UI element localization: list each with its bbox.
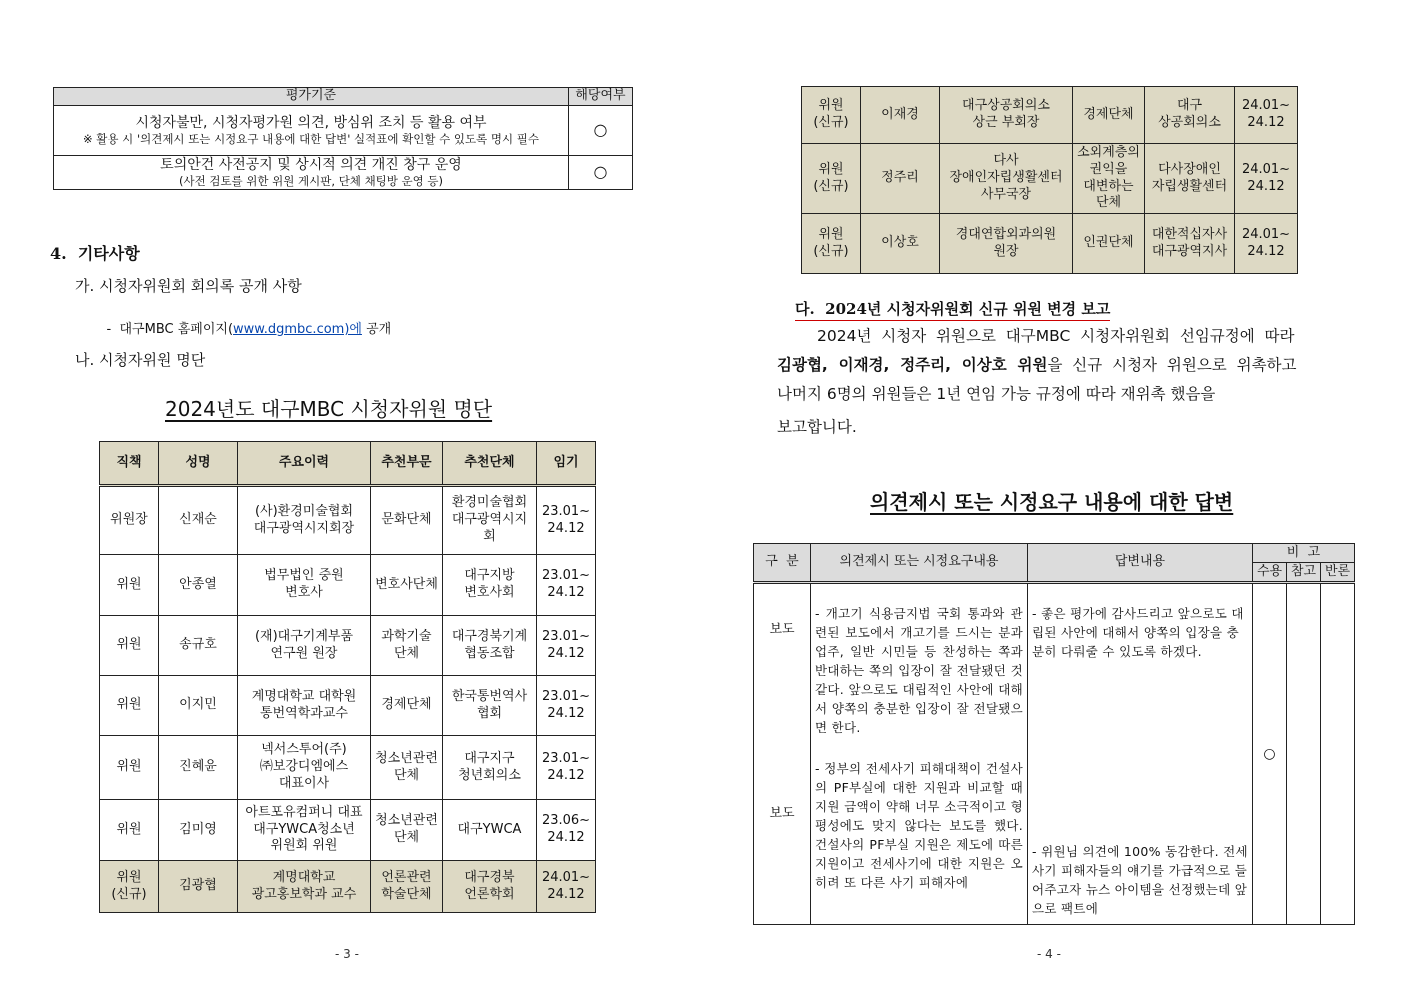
accept-cell: ○: [1253, 583, 1287, 925]
roster-row: [802, 87, 1298, 144]
col-category: 구 분: [754, 544, 811, 583]
col-reply: 답변내용: [1028, 544, 1253, 583]
org-cell: 다사장애인 자립생활센터: [1145, 144, 1235, 214]
request-1: - 개고기 식용금지법 국회 통과와 관련된 보도에서 개고기를 드시는 분과 업주, 일반 시민들 등 찬성하는 쪽과 반대하는 쪽의 입장이 잘 전달됐던 것 같다. 앞으로도 대립적인 사안에 대해서 양쪽의 충분한 입장이 잘 전달됐으면 한다.: [815, 606, 1023, 735]
col-career: 주요이력: [238, 442, 371, 486]
roster-title: 2024년도 대구MBC 시청자위원 명단: [165, 397, 493, 421]
career-cell: (재)대구기계부품 연구원 원장: [238, 616, 371, 676]
sector-cell: 경제단체: [1073, 87, 1145, 144]
term-cell: 23.01~ 24.12: [537, 616, 596, 676]
role-cell: 위원 (신규): [802, 144, 861, 214]
org-cell: 대한적십자사 대구광역지사: [1145, 214, 1235, 274]
bullet-suffix: 공개: [361, 322, 392, 337]
org-cell: 대구경북 언론학회: [443, 861, 537, 913]
para-line-1: 2024년 시청자 위원으로 대구MBC 시청자위원회 선임규정에 따라: [817, 327, 1295, 345]
career-cell: 계명대학교 광고홍보학과 교수: [238, 861, 371, 913]
career-cell: 대구상공회의소 상근 부회장: [940, 87, 1073, 144]
name-cell: 송규호: [159, 616, 238, 676]
bullet-prefix: - 대구MBC 홈페이지(: [106, 322, 234, 337]
col-reference: 참고: [1287, 563, 1321, 583]
page-number-3: - 3 -: [335, 947, 359, 961]
name-cell: 이지민: [159, 676, 238, 736]
criteria-table: [53, 87, 633, 190]
col-term: 임기: [537, 442, 596, 486]
career-cell: 아트포유컴퍼니 대표 대구YWCA청소년 위원회 위원: [238, 800, 371, 861]
term-cell: 23.01~ 24.12: [537, 736, 596, 800]
career-cell: 다사 장애인자립생활센터 사무국장: [940, 144, 1073, 214]
criteria-main: 토의안건 사전공지 및 상시적 의견 개진 창구 운영: [160, 157, 462, 173]
career-cell: 경대연합외과의원 원장: [940, 214, 1073, 274]
category-cell: [754, 583, 811, 925]
career-cell: 넥서스투어(주) ㈜보강디엠에스 대표이사: [238, 736, 371, 800]
name-cell: 김미영: [159, 800, 238, 861]
sector-cell: 청소년관련 단체: [371, 800, 443, 861]
term-cell: 24.01~ 24.12: [1235, 214, 1298, 274]
col-note: 비 고: [1253, 544, 1355, 563]
criteria-row: [54, 106, 569, 156]
role-cell: 위원: [100, 555, 159, 616]
roster-continued-table: [801, 86, 1298, 274]
org-cell: 대구YWCA: [443, 800, 537, 861]
career-cell: 법무법인 중원 변호사: [238, 555, 371, 616]
homepage-bullet: [90, 303, 391, 352]
criteria-row: [54, 156, 569, 190]
role-cell: 위원 (신규): [100, 861, 159, 913]
section-da-title: 다. 2024년 시청자위원회 신규 위원 변경 보고: [795, 298, 1110, 321]
role-cell: 위원: [100, 676, 159, 736]
roster-row: [100, 486, 596, 555]
org-cell: 대구지구 청년회의소: [443, 736, 537, 800]
reference-cell: [1287, 583, 1321, 925]
name-cell: 김광협: [159, 861, 238, 913]
name-cell: 진혜윤: [159, 736, 238, 800]
name-cell: 이재경: [861, 87, 940, 144]
role-cell: 위원 (신규): [802, 214, 861, 274]
roster-row: [100, 555, 596, 616]
roster-row: [100, 736, 596, 800]
criteria-header: 평가기준: [54, 88, 569, 106]
term-cell: 23.06~ 24.12: [537, 800, 596, 861]
item-na: 나. 시청자위원 명단: [75, 351, 206, 369]
col-role: 직책: [100, 442, 159, 486]
criteria-main: 시청자불만, 시청자평가원 의견, 방심위 조치 등 활용 여부: [135, 114, 487, 131]
term-cell: 23.01~ 24.12: [537, 486, 596, 555]
sector-cell: 언론관련 학술단체: [371, 861, 443, 913]
roster-row: [100, 676, 596, 736]
section-4-title: 4. 기타사항: [50, 244, 140, 263]
new-members-names: 김광협, 이재경, 정주리, 이상호 위원: [777, 356, 1048, 374]
name-cell: 안종열: [159, 555, 238, 616]
org-cell: 환경미술협회 대구광역시지 회: [443, 486, 537, 555]
sector-cell: 소외계층의 권익을 대변하는 단체: [1073, 144, 1145, 214]
reply-1: - 좋은 평가에 감사드리고 앞으로도 대립된 사안에 대해서 양쪽의 입장을 충분히 다뤄줄 수 있도록 하겠다.: [1032, 606, 1244, 659]
sector-cell: 경제단체: [371, 676, 443, 736]
roster-row: [100, 616, 596, 676]
term-cell: 24.01~ 24.12: [1235, 87, 1298, 144]
roster-table: [99, 441, 596, 913]
applicable-mark: ○: [569, 106, 633, 156]
applicable-mark: ○: [569, 156, 633, 190]
col-rebuttal: 반론: [1321, 563, 1355, 583]
org-cell: 한국통번역사 협회: [443, 676, 537, 736]
homepage-link[interactable]: www.dgmbc.com)에: [233, 322, 362, 337]
term-cell: 23.01~ 24.12: [537, 555, 596, 616]
category-2: 보도: [769, 806, 795, 821]
roster-row: [100, 800, 596, 861]
para-line-2-rest: 을 신규 시청자 위원으로 위촉하고: [1047, 356, 1297, 374]
sector-cell: 문화단체: [371, 486, 443, 555]
col-accept: 수용: [1253, 563, 1287, 583]
para-line-2: [777, 351, 1357, 380]
roster-row: [802, 144, 1298, 214]
role-cell: 위원장: [100, 486, 159, 555]
criteria-note: ※ 활용 시 '의견제시 또는 시정요구 내용에 대한 답변' 실적표에 확인할 수 있도록 명시 필수: [83, 132, 539, 147]
role-cell: 위원: [100, 616, 159, 676]
career-cell: 계명대학교 대학원 통번역학과교수: [238, 676, 371, 736]
para-line-4: 보고합니다.: [777, 418, 857, 436]
reply-cell: [1028, 583, 1253, 925]
name-cell: 신재순: [159, 486, 238, 555]
sector-cell: 변호사단체: [371, 555, 443, 616]
sector-cell: 청소년관련 단체: [371, 736, 443, 800]
report-paragraph: [777, 322, 1357, 442]
term-cell: 24.01~ 24.12: [537, 861, 596, 913]
roster-row: [802, 214, 1298, 274]
answer-title: 의견제시 또는 시정요구 내용에 대한 답변: [870, 490, 1234, 514]
roster-row: [100, 861, 596, 913]
org-cell: 대구지방 변호사회: [443, 555, 537, 616]
rebuttal-cell: [1321, 583, 1355, 925]
role-cell: 위원: [100, 736, 159, 800]
col-sector: 추천부문: [371, 442, 443, 486]
request-2: - 정부의 전세사기 피해대책이 건설사의 PF부실에 대한 지원과 비교할 때 지원 금액이 약해 너무 소극적이고 형평성에도 맞지 않다는 보도를 했다. 건설사의 PF부실 지원은 제도에 따른 지원이고 전세사기에 대한 지원은 오히려 또 다른 사기 피해자에: [815, 761, 1023, 890]
col-name: 성명: [159, 442, 238, 486]
page-number-4: - 4 -: [1037, 947, 1061, 961]
career-cell: (사)환경미술협회 대구광역시지회장: [238, 486, 371, 555]
role-cell: 위원 (신규): [802, 87, 861, 144]
col-request: 의견제시 또는 시정요구내용: [811, 544, 1028, 583]
answer-table: [753, 543, 1355, 925]
name-cell: 이상호: [861, 214, 940, 274]
term-cell: 24.01~ 24.12: [1235, 144, 1298, 214]
col-org: 추천단체: [443, 442, 537, 486]
sector-cell: 인권단체: [1073, 214, 1145, 274]
role-cell: 위원: [100, 800, 159, 861]
criteria-note: (사전 검토를 위한 위원 게시판, 단체 채팅방 운영 등): [178, 174, 444, 189]
term-cell: 23.01~ 24.12: [537, 676, 596, 736]
para-line-3: 나머지 6명의 위원들은 1년 연임 가능 규정에 따라 재위촉 했음을: [777, 385, 1216, 403]
request-cell: [811, 583, 1028, 925]
sector-cell: 과학기술 단체: [371, 616, 443, 676]
org-cell: 대구 상공회의소: [1145, 87, 1235, 144]
org-cell: 대구경북기계 협동조합: [443, 616, 537, 676]
name-cell: 정주리: [861, 144, 940, 214]
reply-2: - 위원님 의견에 100% 동감한다. 전세사기 피해자들의 얘기를 가급적으로 들어주고자 뉴스 아이템을 선정했는데 앞으로 팩트에: [1032, 844, 1248, 916]
item-ga: 가. 시청자위원회 회의록 공개 사항: [75, 277, 302, 295]
category-1: 보도: [769, 622, 795, 637]
applicable-header: 해당여부: [569, 88, 633, 106]
